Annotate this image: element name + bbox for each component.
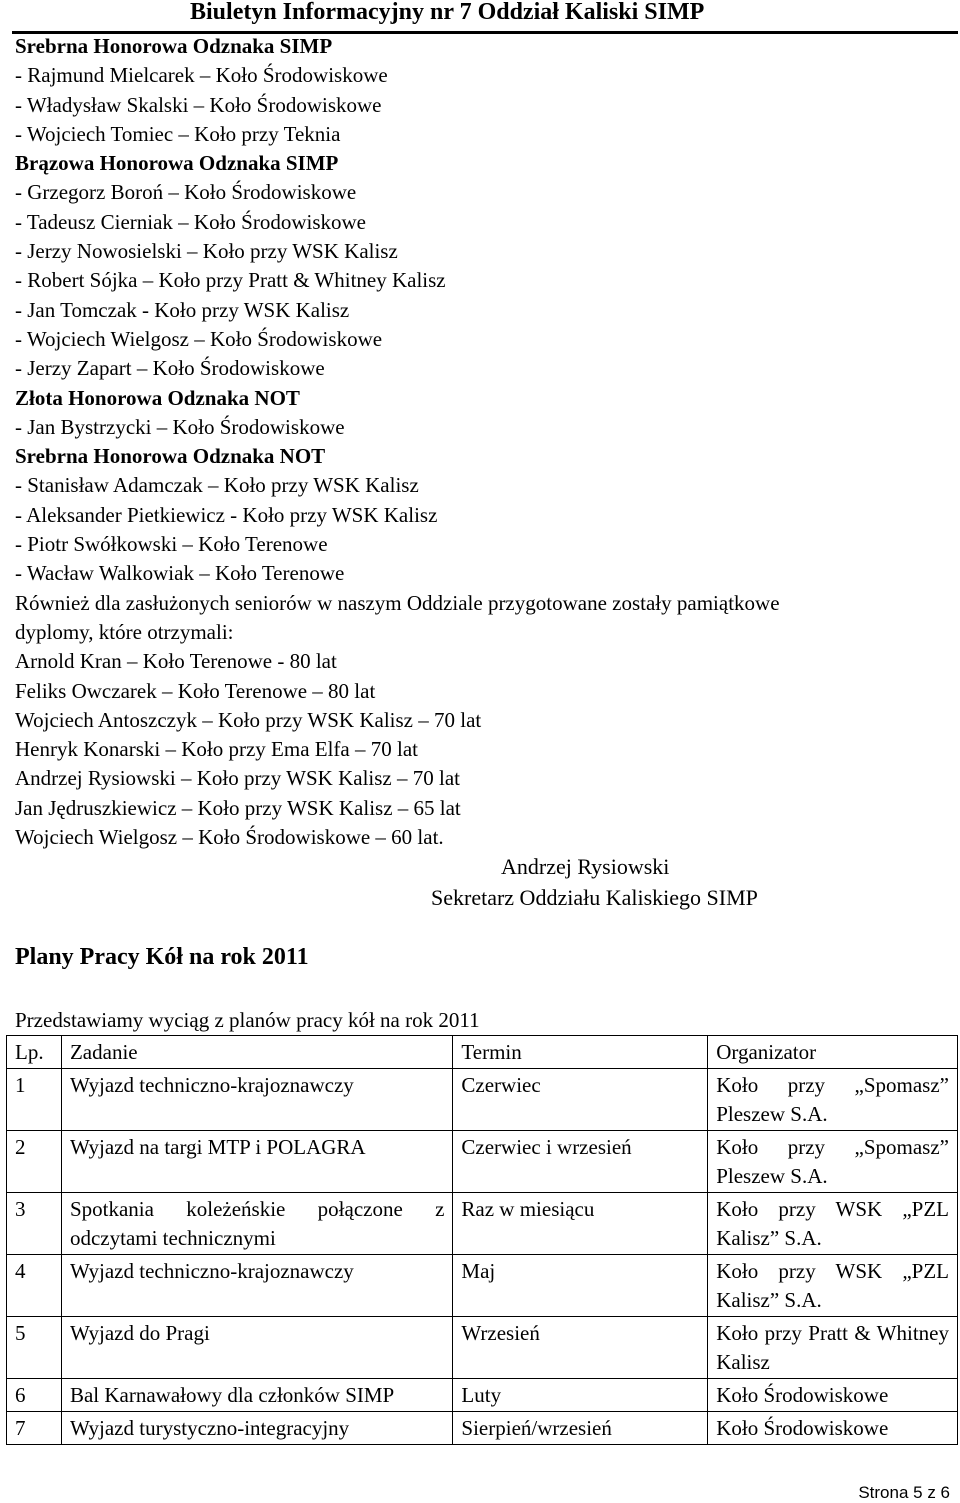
cell-organizator: Koło Środowiskowe bbox=[708, 1412, 958, 1445]
cell-organizator: Koło Środowiskowe bbox=[708, 1379, 958, 1412]
signature-name: Andrzej Rysiowski bbox=[501, 854, 670, 879]
award-list-item: - Tadeusz Cierniak – Koło Środowiskowe bbox=[15, 209, 367, 234]
awards-list bbox=[15, 32, 780, 852]
award-list-item: - Jerzy Nowosielski – Koło przy WSK Kalisz bbox=[15, 239, 398, 264]
plans-intro: Przedstawiamy wyciąg z planów pracy kół na rok 2011 bbox=[15, 1008, 480, 1032]
cell-termin: Wrzesień bbox=[453, 1317, 708, 1379]
award-list-item: - Jerzy Zapart – Koło Środowiskowe bbox=[15, 356, 325, 381]
table-row bbox=[7, 1193, 958, 1255]
cell-zadanie: Wyjazd turystyczno-integracyjny bbox=[61, 1412, 452, 1445]
cell-termin: Czerwiec bbox=[453, 1069, 708, 1131]
award-list-item: - Robert Sójka – Koło przy Pratt & Whitney Kalisz bbox=[15, 268, 446, 293]
table-row bbox=[7, 1131, 958, 1193]
cell-zadanie: Wyjazd do Pragi bbox=[61, 1317, 452, 1379]
award-list-item: - Wojciech Wielgosz – Koło Środowiskowe bbox=[15, 326, 383, 351]
cell-termin: Luty bbox=[453, 1379, 708, 1412]
award-list-item: Feliks Owczarek – Koło Terenowe – 80 lat bbox=[15, 678, 376, 703]
header-organizator: Organizator bbox=[708, 1036, 958, 1069]
award-list-item: Wojciech Wielgosz – Koło Środowiskowe – 60 lat. bbox=[15, 825, 444, 850]
award-list-item: - Jan Tomczak - Koło przy WSK Kalisz bbox=[15, 297, 350, 322]
plans-table-header-row bbox=[7, 1036, 958, 1069]
award-list-item: - Wojciech Tomiec – Koło przy Teknia bbox=[15, 121, 341, 146]
award-list-item: - Władysław Skalski – Koło Środowiskowe bbox=[15, 92, 382, 117]
award-category-heading: Złota Honorowa Odznaka NOT bbox=[15, 385, 300, 410]
cell-organizator: Koło przy Pratt & Whitney Kalisz bbox=[708, 1317, 958, 1379]
cell-lp: 1 bbox=[7, 1069, 62, 1131]
cell-lp: 2 bbox=[7, 1131, 62, 1193]
table-row bbox=[7, 1412, 958, 1445]
award-list-item: - Jan Bystrzycki – Koło Środowiskowe bbox=[15, 414, 345, 439]
cell-organizator: Koło przy WSK „PZL Kalisz” S.A. bbox=[708, 1255, 958, 1317]
award-list-item: - Piotr Swółkowski – Koło Terenowe bbox=[15, 532, 328, 557]
award-category-heading: Srebrna Honorowa Odznaka SIMP bbox=[15, 34, 333, 58]
table-row bbox=[7, 1255, 958, 1317]
cell-zadanie: Wyjazd techniczno-krajoznawczy bbox=[61, 1255, 452, 1317]
award-list-item: Andrzej Rysiowski – Koło przy WSK Kalisz – 70 lat bbox=[15, 766, 460, 791]
header-lp: Lp. bbox=[7, 1036, 62, 1069]
cell-organizator: Koło przy WSK „PZL Kalisz” S.A. bbox=[708, 1193, 958, 1255]
award-list-item: - Wacław Walkowiak – Koło Terenowe bbox=[15, 561, 345, 586]
header-zadanie: Zadanie bbox=[61, 1036, 452, 1069]
header-termin: Termin bbox=[453, 1036, 708, 1069]
award-list-item: Henryk Konarski – Koło przy Ema Elfa – 70 lat bbox=[15, 737, 418, 762]
cell-lp: 6 bbox=[7, 1379, 62, 1412]
award-category-heading: Brązowa Honorowa Odznaka SIMP bbox=[15, 151, 339, 176]
bulletin-header-title: Biuletyn Informacyjny nr 7 Oddział Kaliski SIMP bbox=[190, 0, 705, 25]
cell-termin: Maj bbox=[453, 1255, 708, 1317]
cell-termin: Raz w miesiącu bbox=[453, 1193, 708, 1255]
award-list-item: dyplomy, które otrzymali: bbox=[15, 619, 234, 644]
cell-organizator: Koło przy „Spomasz” Pleszew S.A. bbox=[708, 1131, 958, 1193]
cell-organizator: Koło przy „Spomasz” Pleszew S.A. bbox=[708, 1069, 958, 1131]
table-row bbox=[7, 1317, 958, 1379]
cell-lp: 4 bbox=[7, 1255, 62, 1317]
cell-zadanie: Bal Karnawałowy dla członków SIMP bbox=[61, 1379, 452, 1412]
award-list-item: - Rajmund Mielcarek – Koło Środowiskowe bbox=[15, 63, 388, 88]
award-list-item: - Grzegorz Boroń – Koło Środowiskowe bbox=[15, 180, 357, 205]
page-number: Strona 5 z 6 bbox=[858, 1483, 950, 1502]
award-list-item: Jan Jędruszkiewicz – Koło przy WSK Kalisz – 65 lat bbox=[15, 795, 461, 820]
cell-lp: 7 bbox=[7, 1412, 62, 1445]
award-list-item: Również dla zasłużonych seniorów w naszym Oddziale przygotowane zostały pamiątkowe bbox=[15, 590, 780, 615]
award-list-item: Arnold Kran – Koło Terenowe - 80 lat bbox=[15, 649, 337, 674]
award-list-item: - Aleksander Pietkiewicz - Koło przy WSK Kalisz bbox=[15, 502, 438, 527]
award-list-item: - Stanisław Adamczak – Koło przy WSK Kalisz bbox=[15, 473, 419, 498]
table-row bbox=[7, 1069, 958, 1131]
plans-title: Plany Pracy Kół na rok 2011 bbox=[15, 944, 309, 970]
cell-zadanie: Wyjazd techniczno-krajoznawczy bbox=[61, 1069, 452, 1131]
award-category-heading: Srebrna Honorowa Odznaka NOT bbox=[15, 444, 326, 469]
cell-zadanie: Wyjazd na targi MTP i POLAGRA bbox=[61, 1131, 452, 1193]
cell-termin: Czerwiec i wrzesień bbox=[453, 1131, 708, 1193]
plans-table bbox=[6, 1035, 958, 1445]
cell-zadanie: Spotkania koleżeńskie połączone z odczytami technicznymi bbox=[61, 1193, 452, 1255]
signature-role: Sekretarz Oddziału Kaliskiego SIMP bbox=[431, 885, 758, 910]
cell-termin: Sierpień/wrzesień bbox=[453, 1412, 708, 1445]
cell-lp: 5 bbox=[7, 1317, 62, 1379]
table-row bbox=[7, 1379, 958, 1412]
award-list-item: Wojciech Antoszczyk – Koło przy WSK Kalisz – 70 lat bbox=[15, 707, 482, 732]
cell-lp: 3 bbox=[7, 1193, 62, 1255]
